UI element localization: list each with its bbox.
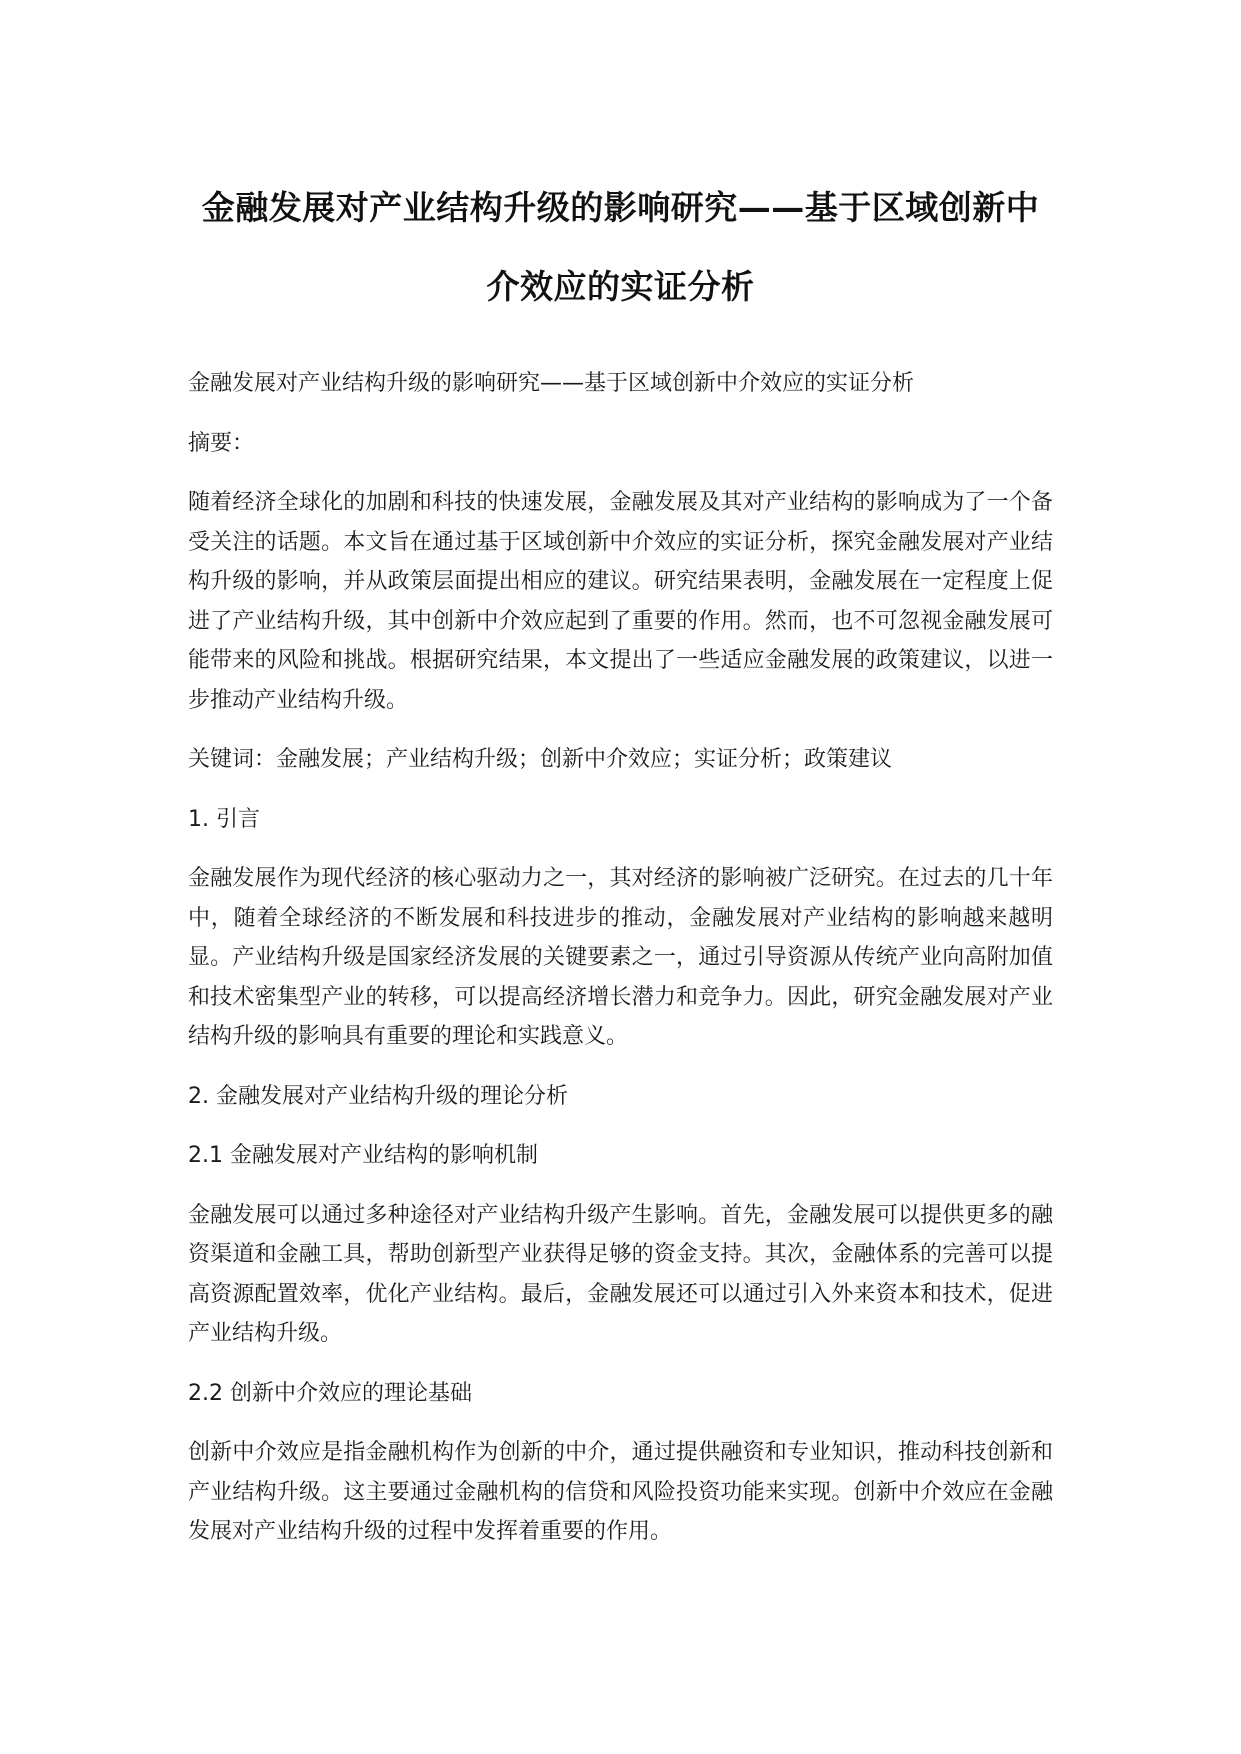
section-2-1-paragraph: 金融发展可以通过多种途径对产业结构升级产生影响。首先，金融发展可以提供更多的融资渠道和金融工具，帮助创新型产业获得足够的资金支持。其次，金融体系的完善可以提高资源配置效率，优化产业结构。最后，金融发展还可以通过引入外来资本和技术，促进产业结构升级。 (188, 1202, 1053, 1346)
section-2-2-heading: 2.2 创新中介效应的理论基础 (188, 1380, 472, 1406)
abstract-heading: 摘要： (188, 430, 255, 456)
section-2-2-paragraph: 创新中介效应是指金融机构作为创新的中介，通过提供融资和专业知识，推动科技创新和产业结构升级。这主要通过金融机构的信贷和风险投资功能来实现。创新中介效应在金融发展对产业结构升级的过程中发挥着重要的作用。 (188, 1440, 1053, 1544)
section-2-1-heading: 2.1 金融发展对产业结构的影响机制 (188, 1143, 538, 1168)
abstract-paragraph: 随着经济全球化的加剧和科技的快速发展，金融发展及其对产业结构的影响成为了一个备受关注的话题。本文旨在通过基于区域创新中介效应的实证分析，探究金融发展对产业结构升级的影响，并从政策层面提出相应的建议。研究结果表明，金融发展在一定程度上促进了产业结构升级，其中创新中介效应起到了重要的作用。然而，也不可忽视金融发展可能带来的风险和挑战。根据研究结果，本文提出了一些适应金融发展的政策建议，以进一步推动产业结构升级。 (188, 490, 1053, 713)
section-1-heading: 1. 引言 (188, 806, 260, 832)
document-title: 金融发展对产业结构升级的影响研究——基于区域创新中介效应的实证分析 (201, 188, 1040, 306)
subtitle-line: 金融发展对产业结构升级的影响研究——基于区域创新中介效应的实证分析 (188, 371, 915, 396)
section-1-paragraph: 金融发展作为现代经济的核心驱动力之一，其对经济的影响被广泛研究。在过去的几十年中，随着全球经济的不断发展和科技进步的推动，金融发展对产业结构的影响越来越明显。产业结构升级是国家经济发展的关键要素之一，通过引导资源从传统产业向高附加值和技术密集型产业的转移，可以提高经济增长潜力和竞争力。因此，研究金融发展对产业结构升级的影响具有重要的理论和实践意义。 (188, 866, 1053, 1049)
section-2-heading: 2. 金融发展对产业结构升级的理论分析 (188, 1083, 568, 1109)
document-body (188, 364, 1053, 1552)
keywords-line: 关键词：金融发展；产业结构升级；创新中介效应；实证分析；政策建议 (188, 747, 893, 772)
